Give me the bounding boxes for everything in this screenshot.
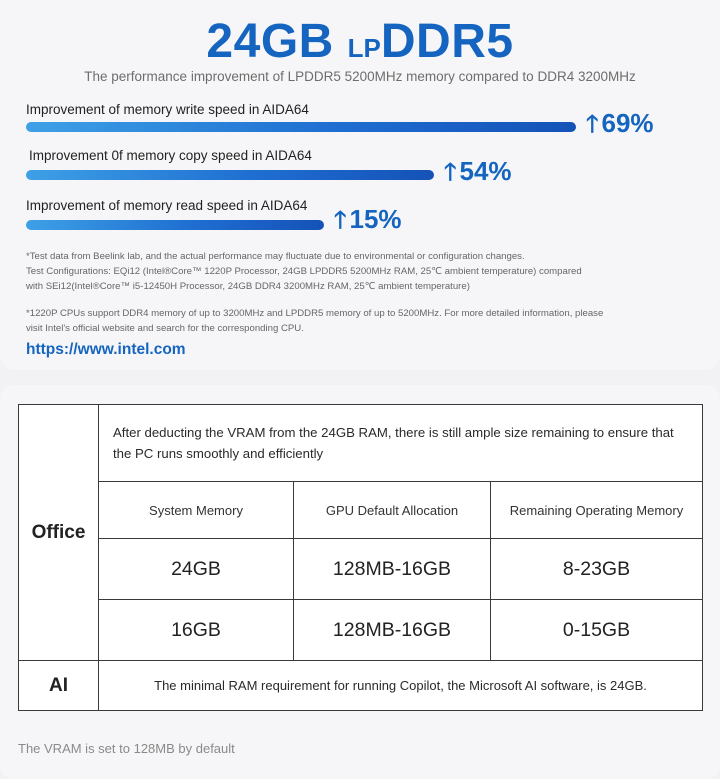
bar-read	[26, 220, 324, 230]
test-note-line: with SEi12(Intel®Core™ i5-12450H Processor, 24GB DDR4 3200MHz RAM, 25℃ ambient temperature)	[26, 281, 470, 292]
bar-value-text: 15%	[349, 204, 402, 234]
bar-row-read	[26, 198, 402, 234]
ai-label: AI	[19, 661, 99, 711]
vram-table	[18, 404, 703, 711]
bar-write	[26, 122, 576, 132]
subtitle: The performance improvement of LPDDR5 5200MHz memory compared to DDR4 3200MHz	[84, 69, 636, 84]
test-note-line: *Test data from Beelink lab, and the actual performance may fluctuate due to environmental or configuration changes.	[26, 251, 525, 262]
arrow-up-icon: 🡑	[444, 159, 457, 186]
bar-label-write: Improvement of memory write speed in AIDA64	[26, 102, 309, 117]
headline-memory-type: DDR5	[380, 15, 514, 68]
cpu-note-line: visit Intel's official website and search for the corresponding CPU.	[26, 323, 304, 334]
cell-remaining-memory: 0-15GB	[491, 600, 703, 661]
cell-gpu-allocation: 128MB-16GB	[294, 600, 491, 661]
performance-card	[0, 0, 720, 370]
col-header-gpu-allocation: GPU Default Allocation	[294, 482, 491, 539]
bar-value-read	[334, 204, 402, 236]
bar-value-copy	[444, 156, 512, 188]
arrow-up-icon: 🡑	[334, 207, 347, 234]
test-notes	[26, 249, 694, 294]
bar-value-text: 69%	[601, 108, 654, 138]
bar-value-write	[586, 108, 654, 140]
office-label: Office	[19, 405, 99, 661]
col-header-remaining-memory: Remaining Operating Memory	[491, 482, 703, 539]
headline-prefix: LP	[347, 33, 381, 63]
ai-description: The minimal RAM requirement for running Copilot, the Microsoft AI software, is 24GB.	[99, 661, 703, 711]
cell-gpu-allocation: 128MB-16GB	[294, 539, 491, 600]
cell-system-memory: 16GB	[99, 600, 294, 661]
vram-footnote: The VRAM is set to 128MB by default	[18, 741, 235, 756]
vram-card	[0, 385, 720, 779]
test-note-line: Test Configurations: EQi12 (Intel®Core™ 1220P Processor, 24GB LPDDR5 5200MHz RAM, 25℃ ambient temperature) compared	[26, 266, 582, 277]
bar-value-text: 54%	[459, 156, 512, 186]
table-row	[19, 600, 703, 661]
arrow-up-icon: 🡑	[586, 111, 599, 138]
intel-link[interactable]: https://www.intel.com	[26, 341, 186, 358]
headline-capacity: 24GB	[206, 15, 334, 68]
bar-label-read: Improvement of memory read speed in AIDA64	[26, 198, 308, 213]
bar-label-copy: Improvement 0f memory copy speed in AIDA64	[29, 148, 312, 163]
cell-remaining-memory: 8-23GB	[491, 539, 703, 600]
table-row	[19, 539, 703, 600]
bar-row-copy	[26, 148, 512, 186]
office-intro: After deducting the VRAM from the 24GB RAM, there is still ample size remaining to ensure that the PC runs smoothly and efficiently	[99, 405, 703, 482]
col-header-system-memory: System Memory	[99, 482, 294, 539]
bar-copy	[26, 170, 434, 180]
cpu-notes	[26, 306, 694, 336]
bar-row-write	[26, 102, 654, 138]
cell-system-memory: 24GB	[99, 539, 294, 600]
cpu-note-line: *1220P CPUs support DDR4 memory of up to 3200MHz and LPDDR5 memory of up to 5200MHz. For more detailed information, please	[26, 308, 604, 319]
